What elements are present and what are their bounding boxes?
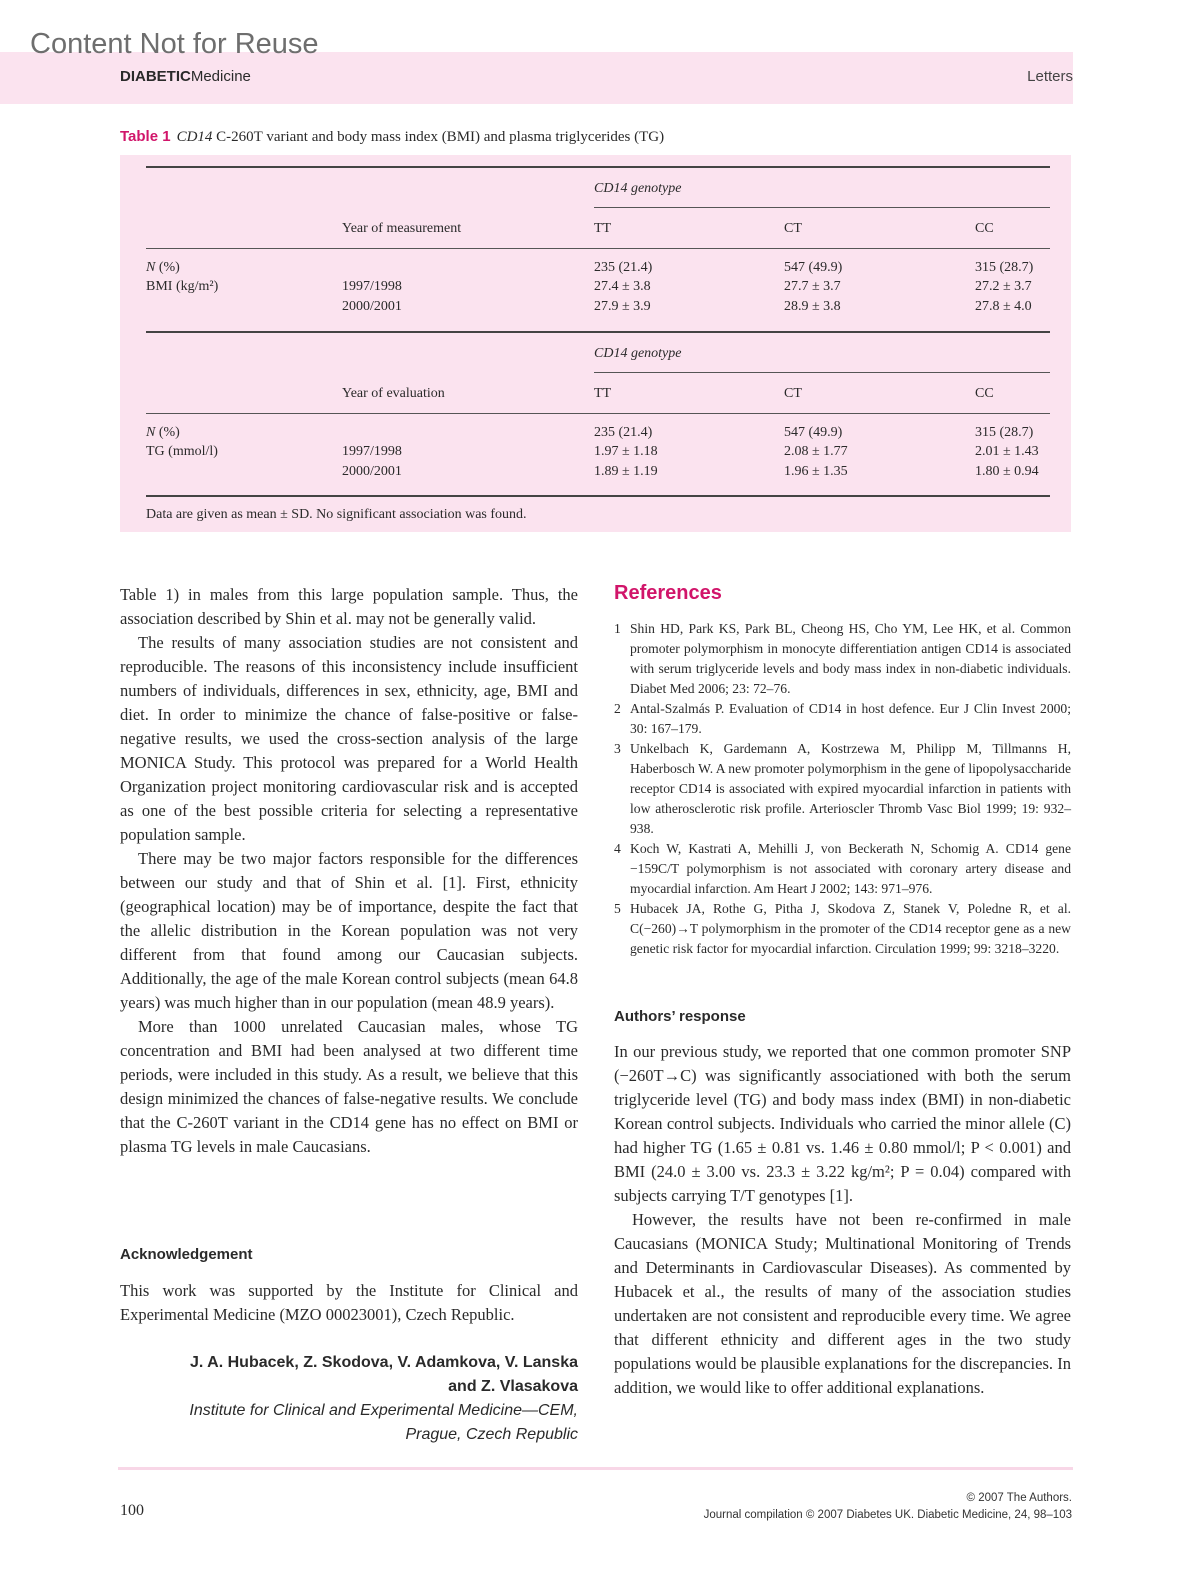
genotype-header: TT bbox=[594, 221, 612, 236]
acknowledgement-text: This work was supported by the Institute for Clinical and Experimental Medicine (MZO 00023001), Czech Republic. bbox=[120, 1281, 578, 1324]
author-block bbox=[120, 1351, 578, 1447]
references-heading: References bbox=[614, 582, 722, 604]
table-cell: 28.9 ± 3.8 bbox=[784, 299, 841, 314]
response-body bbox=[614, 1040, 1071, 1400]
row-label: N (%) bbox=[146, 425, 180, 440]
table-cell: 547 (49.9) bbox=[784, 260, 843, 275]
genotype-group-header: CD14 genotype bbox=[594, 181, 682, 196]
table-cell: 235 (21.4) bbox=[594, 260, 653, 275]
year-cell: 2000/2001 bbox=[342, 299, 402, 314]
genotype-group-header: CD14 genotype bbox=[594, 346, 682, 361]
genotype-header: CT bbox=[784, 221, 802, 236]
table-cell: 1.96 ± 1.35 bbox=[784, 464, 848, 479]
table-rule bbox=[146, 248, 1050, 249]
copyright: © 2007 The Authors. Journal compilation © 2007 Diabetes UK. Diabetic Medicine, 24, 98–103 bbox=[703, 1492, 1072, 1521]
table-cell: 235 (21.4) bbox=[594, 425, 653, 440]
year-header: Year of evaluation bbox=[342, 386, 445, 401]
year-header: Year of measurement bbox=[342, 221, 462, 236]
reference-item: 1 Shin HD, Park KS, Park BL, Cheong HS, Cho YM, Lee HK, et al. Common promoter polymorphism in monocyte differentiation antigen CD14 is associated with serum triglyceride levels and body mass index in non-diabetic individuals. Diabet Med 2006; 23: 72–76. bbox=[614, 621, 1071, 696]
section-label: Letters bbox=[1027, 68, 1073, 85]
reference-item: 5 Hubacek JA, Rothe G, Pitha J, Skodova Z, Stanek V, Poledne R, et al. C(−260)→T polymorphism in the promoter of the CD14 receptor gene as a new genetic risk factor for myocardial infarction. Circulation 1999; 99: 3218–3220. bbox=[614, 901, 1071, 956]
table-cell: 27.2 ± 3.7 bbox=[975, 279, 1032, 294]
paragraph: Table 1) in males from this large population sample. Thus, the association described by Shin et al. may not be generally valid. bbox=[120, 585, 578, 628]
year-cell: 1997/1998 bbox=[342, 279, 402, 294]
author-names: and Z. Vlasakova bbox=[448, 1378, 578, 1395]
genotype-header: TT bbox=[594, 386, 612, 401]
journal-name: DIABETICMedicine bbox=[120, 68, 251, 85]
table-cell: 315 (28.7) bbox=[975, 260, 1034, 275]
table-label: Table 1 bbox=[120, 128, 171, 145]
table-rule bbox=[594, 207, 1050, 208]
table-cell: 2.08 ± 1.77 bbox=[784, 444, 848, 459]
table-caption: Table 1 CD14 C-260T variant and body mass index (BMI) and plasma triglycerides (TG) bbox=[120, 128, 665, 145]
table-cell: 27.7 ± 3.7 bbox=[784, 279, 841, 294]
table-cell: 27.9 ± 3.9 bbox=[594, 299, 651, 314]
reference-item: 2 Antal-Szalmás P. Evaluation of CD14 in host defence. Eur J Clin Invest 2000; 30: 167–179. bbox=[614, 701, 1071, 736]
author-affiliation: Prague, Czech Republic bbox=[405, 1426, 578, 1443]
table-rule bbox=[146, 166, 1050, 168]
table-cell: 1.89 ± 1.19 bbox=[594, 464, 658, 479]
paragraph: There may be two major factors responsible for the differences between our study and that of Shin et al. [1]. First, ethnicity (geographical location) may be of importance, despite the fact that the allelic distribution in the Korean population was not very different from that found among our Caucasian subjects. Additionally, the age of the male Korean control subjects (mean 64.8 years) was much higher than in our population (mean 48.9 years). bbox=[120, 849, 578, 1012]
genotype-header: CC bbox=[975, 221, 994, 236]
left-column-body bbox=[120, 583, 578, 1159]
paragraph: In our previous study, we reported that one common promoter SNP (−260T→C) was significantly associationed with both the serum triglyceride level (TG) and body mass index (BMI) in non-diabetic Korean control subjects. Individuals who carried the minor allele (C) had higher TG (1.65 ± 0.81 vs. 1.46 ± 0.80 mmol/l; P < 0.001) and BMI (24.0 ± 3.00 vs. 23.3 ± 3.22 kg/m²; P = 0.04) compared with subjects carrying T/T genotypes [1]. bbox=[614, 1042, 1071, 1205]
paragraph: More than 1000 unrelated Caucasian males, whose TG concentration and BMI had been analysed at two different time periods, were included in this study. As a result, we believe that this design minimized the chances of false-negative results. We conclude that the C-260T variant in the CD14 gene has no effect on BMI or plasma TG levels in male Caucasians. bbox=[120, 1017, 578, 1156]
data-table bbox=[120, 155, 1071, 532]
table-cell: 1.97 ± 1.18 bbox=[594, 444, 658, 459]
table-cell: 2.01 ± 1.43 bbox=[975, 444, 1039, 459]
paragraph: The results of many association studies are not consistent and reproducible. The reasons of this inconsistency include insufficient numbers of individuals, differences in sex, ethnicity, age, BMI and diet. In order to minimize the chance of false-positive or false-negative results, we used the cross-section analysis of the large MONICA Study. This protocol was prepared for a World Health Organization project monitoring cardiovascular risk and is accepted as one of the best possible criteria for selecting a representative population sample. bbox=[120, 633, 578, 844]
watermark: Content Not for Reuse bbox=[30, 28, 319, 60]
genotype-header: CC bbox=[975, 386, 994, 401]
table-note: Data are given as mean ± SD. No significant association was found. bbox=[146, 507, 527, 522]
table-rule bbox=[146, 331, 1050, 333]
paragraph: However, the results have not been re-confirmed in male Caucasians (MONICA Study; Multinational Monitoring of Trends and Determinants in Cardiovascular Diseases). As commented by Hubacek et al., the results of many of the association studies undertaken are not consistent and reproducible every time. We agree that different ethnicity and different ages in the two study populations would be plausible explanations for the discrepancies. In addition, we would like to offer additional explanations. bbox=[614, 1210, 1071, 1397]
author-affiliation: Institute for Clinical and Experimental Medicine—CEM, bbox=[189, 1402, 578, 1419]
table-rule bbox=[594, 372, 1050, 373]
page-number: 100 bbox=[120, 1502, 144, 1519]
author-names: J. A. Hubacek, Z. Skodova, V. Adamkova, V. Lanska bbox=[189, 1354, 578, 1371]
authors-response-heading: Authors’ response bbox=[614, 1008, 746, 1025]
year-cell: 2000/2001 bbox=[342, 464, 402, 479]
table-rule bbox=[146, 495, 1050, 497]
table-cell: 315 (28.7) bbox=[975, 425, 1034, 440]
row-label: BMI (kg/m²) bbox=[146, 279, 219, 294]
table-rule bbox=[146, 413, 1050, 414]
table-cell: 27.4 ± 3.8 bbox=[594, 279, 651, 294]
reference-item: 4 Koch W, Kastrati A, Mehilli J, von Beckerath N, Schomig A. CD14 gene −159C/T polymorphism is not associated with coronary artery disease and myocardial infarction. Am Heart J 2002; 143: 971–976. bbox=[614, 841, 1071, 896]
row-label: N (%) bbox=[146, 260, 180, 275]
year-cell: 1997/1998 bbox=[342, 444, 402, 459]
table-cell: 1.80 ± 0.94 bbox=[975, 464, 1039, 479]
table-cell: 547 (49.9) bbox=[784, 425, 843, 440]
row-label: TG (mmol/l) bbox=[146, 444, 218, 459]
footer-rule bbox=[118, 1467, 1073, 1470]
table-cell: 27.8 ± 4.0 bbox=[975, 299, 1032, 314]
acknowledgement-heading: Acknowledgement bbox=[120, 1246, 253, 1263]
reference-list bbox=[614, 619, 1071, 959]
genotype-header: CT bbox=[784, 386, 802, 401]
reference-item: 3 Unkelbach K, Gardemann A, Kostrzewa M, Philipp M, Tillmanns H, Haberbosch W. A new promoter polymorphism in the gene of lipopolysaccharide receptor CD14 is associated with expired myocardial infarction in patients with low atherosclerotic risk profile. Arterioscler Thromb Vasc Biol 1999; 19: 932–938. bbox=[614, 741, 1071, 836]
